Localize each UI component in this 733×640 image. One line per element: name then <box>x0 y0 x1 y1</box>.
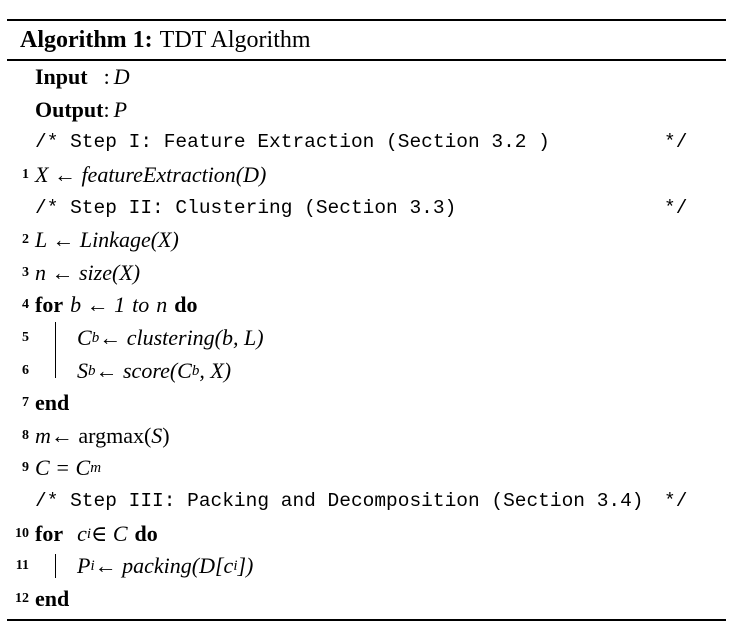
loop-body-bar <box>55 354 56 378</box>
comment-step3-close: */ <box>664 490 688 513</box>
comment-step3: /* Step III: Packing and Decomposition (Section 3.4) <box>35 490 644 513</box>
to-keyword: to <box>132 292 150 318</box>
code-line-12 <box>7 583 726 616</box>
input-line <box>7 61 726 94</box>
line-text-post: ]) <box>237 553 254 579</box>
line-text-post: , X) <box>199 357 232 383</box>
loop-var: c <box>77 520 87 546</box>
line-close: ) <box>162 422 170 448</box>
algorithm-body <box>7 61 726 615</box>
line-text: n ← size(X) <box>35 259 141 285</box>
bottom-rule <box>7 619 726 621</box>
line-number: 5 <box>22 330 29 346</box>
loop-var: b ← 1 <box>70 292 126 318</box>
input-value: D <box>113 64 130 90</box>
line-number: 9 <box>22 460 29 476</box>
input-label: Input <box>35 64 88 90</box>
line-text-pre: C = C <box>35 455 91 481</box>
code-line-3 <box>7 257 726 290</box>
loop-bound: n <box>156 292 168 318</box>
comment-step2-line <box>7 191 726 224</box>
line-number: 7 <box>22 395 29 411</box>
code-line-1 <box>7 159 726 192</box>
loop-set: ∈ C <box>91 520 128 546</box>
comment-step1: /* Step I: Feature Extraction (Section 3.2 ) <box>35 131 550 154</box>
line-number: 11 <box>15 558 29 574</box>
do-keyword: do <box>174 292 198 318</box>
do-keyword: do <box>134 520 158 546</box>
line-text: X ← featureExtraction(D) <box>35 162 267 188</box>
line-number: 2 <box>22 232 29 248</box>
line-op: ← argmax( <box>50 422 152 448</box>
line-text-pre: P <box>77 553 91 579</box>
algorithm-title <box>7 21 726 59</box>
line-var: m <box>35 422 51 448</box>
code-line-10: 10 for c i ∈ C do <box>7 517 726 550</box>
comment-step1-close: */ <box>664 131 688 154</box>
line-text: L ← Linkage(X) <box>35 227 179 253</box>
code-line-11: 11 P i ← packing(D[c i ]) <box>7 550 726 583</box>
line-text-post: ← clustering(b, L) <box>99 325 264 351</box>
output-value: P <box>113 96 128 122</box>
line-var2: S <box>151 422 163 448</box>
comment-step2: /* Step II: Clustering (Section 3.3) <box>35 196 457 219</box>
end-keyword: end <box>35 585 70 611</box>
algorithm-name: TDT Algorithm <box>159 26 311 53</box>
code-line-9: 9 C = C m <box>7 452 726 485</box>
line-number: 3 <box>22 264 29 280</box>
output-label: Output <box>35 96 104 122</box>
input-sep: : <box>103 64 110 90</box>
loop-body-bar <box>55 554 56 578</box>
line-number: 4 <box>22 297 29 313</box>
comment-step1-line <box>7 126 726 159</box>
end-keyword: end <box>35 390 70 416</box>
comment-step3-line <box>7 485 726 518</box>
output-sep: : <box>103 96 110 122</box>
code-line-4 <box>7 289 726 322</box>
line-text-pre: C <box>77 325 92 351</box>
line-text-mid: ← packing(D[c <box>94 553 234 579</box>
line-number: 12 <box>15 590 29 606</box>
line-number: 6 <box>22 362 29 378</box>
loop-body-bar <box>55 322 56 355</box>
code-line-6: 6 S b ← score(C b , X) <box>7 354 726 387</box>
code-line-5: 5 C b ← clustering(b, L) <box>7 322 726 355</box>
code-line-7 <box>7 387 726 420</box>
code-line-2 <box>7 224 726 257</box>
comment-step2-close: */ <box>664 196 688 219</box>
code-line-8 <box>7 420 726 453</box>
for-keyword: for <box>35 520 64 546</box>
line-number: 10 <box>15 525 29 541</box>
algorithm-number: Algorithm 1: <box>20 26 153 53</box>
algorithm-block <box>7 19 726 621</box>
line-text-pre: S <box>77 357 88 383</box>
for-keyword: for <box>35 292 64 318</box>
line-number: 1 <box>22 167 29 183</box>
line-text-mid: ← score(C <box>95 357 192 383</box>
line-number: 8 <box>22 427 29 443</box>
output-line <box>7 94 726 127</box>
